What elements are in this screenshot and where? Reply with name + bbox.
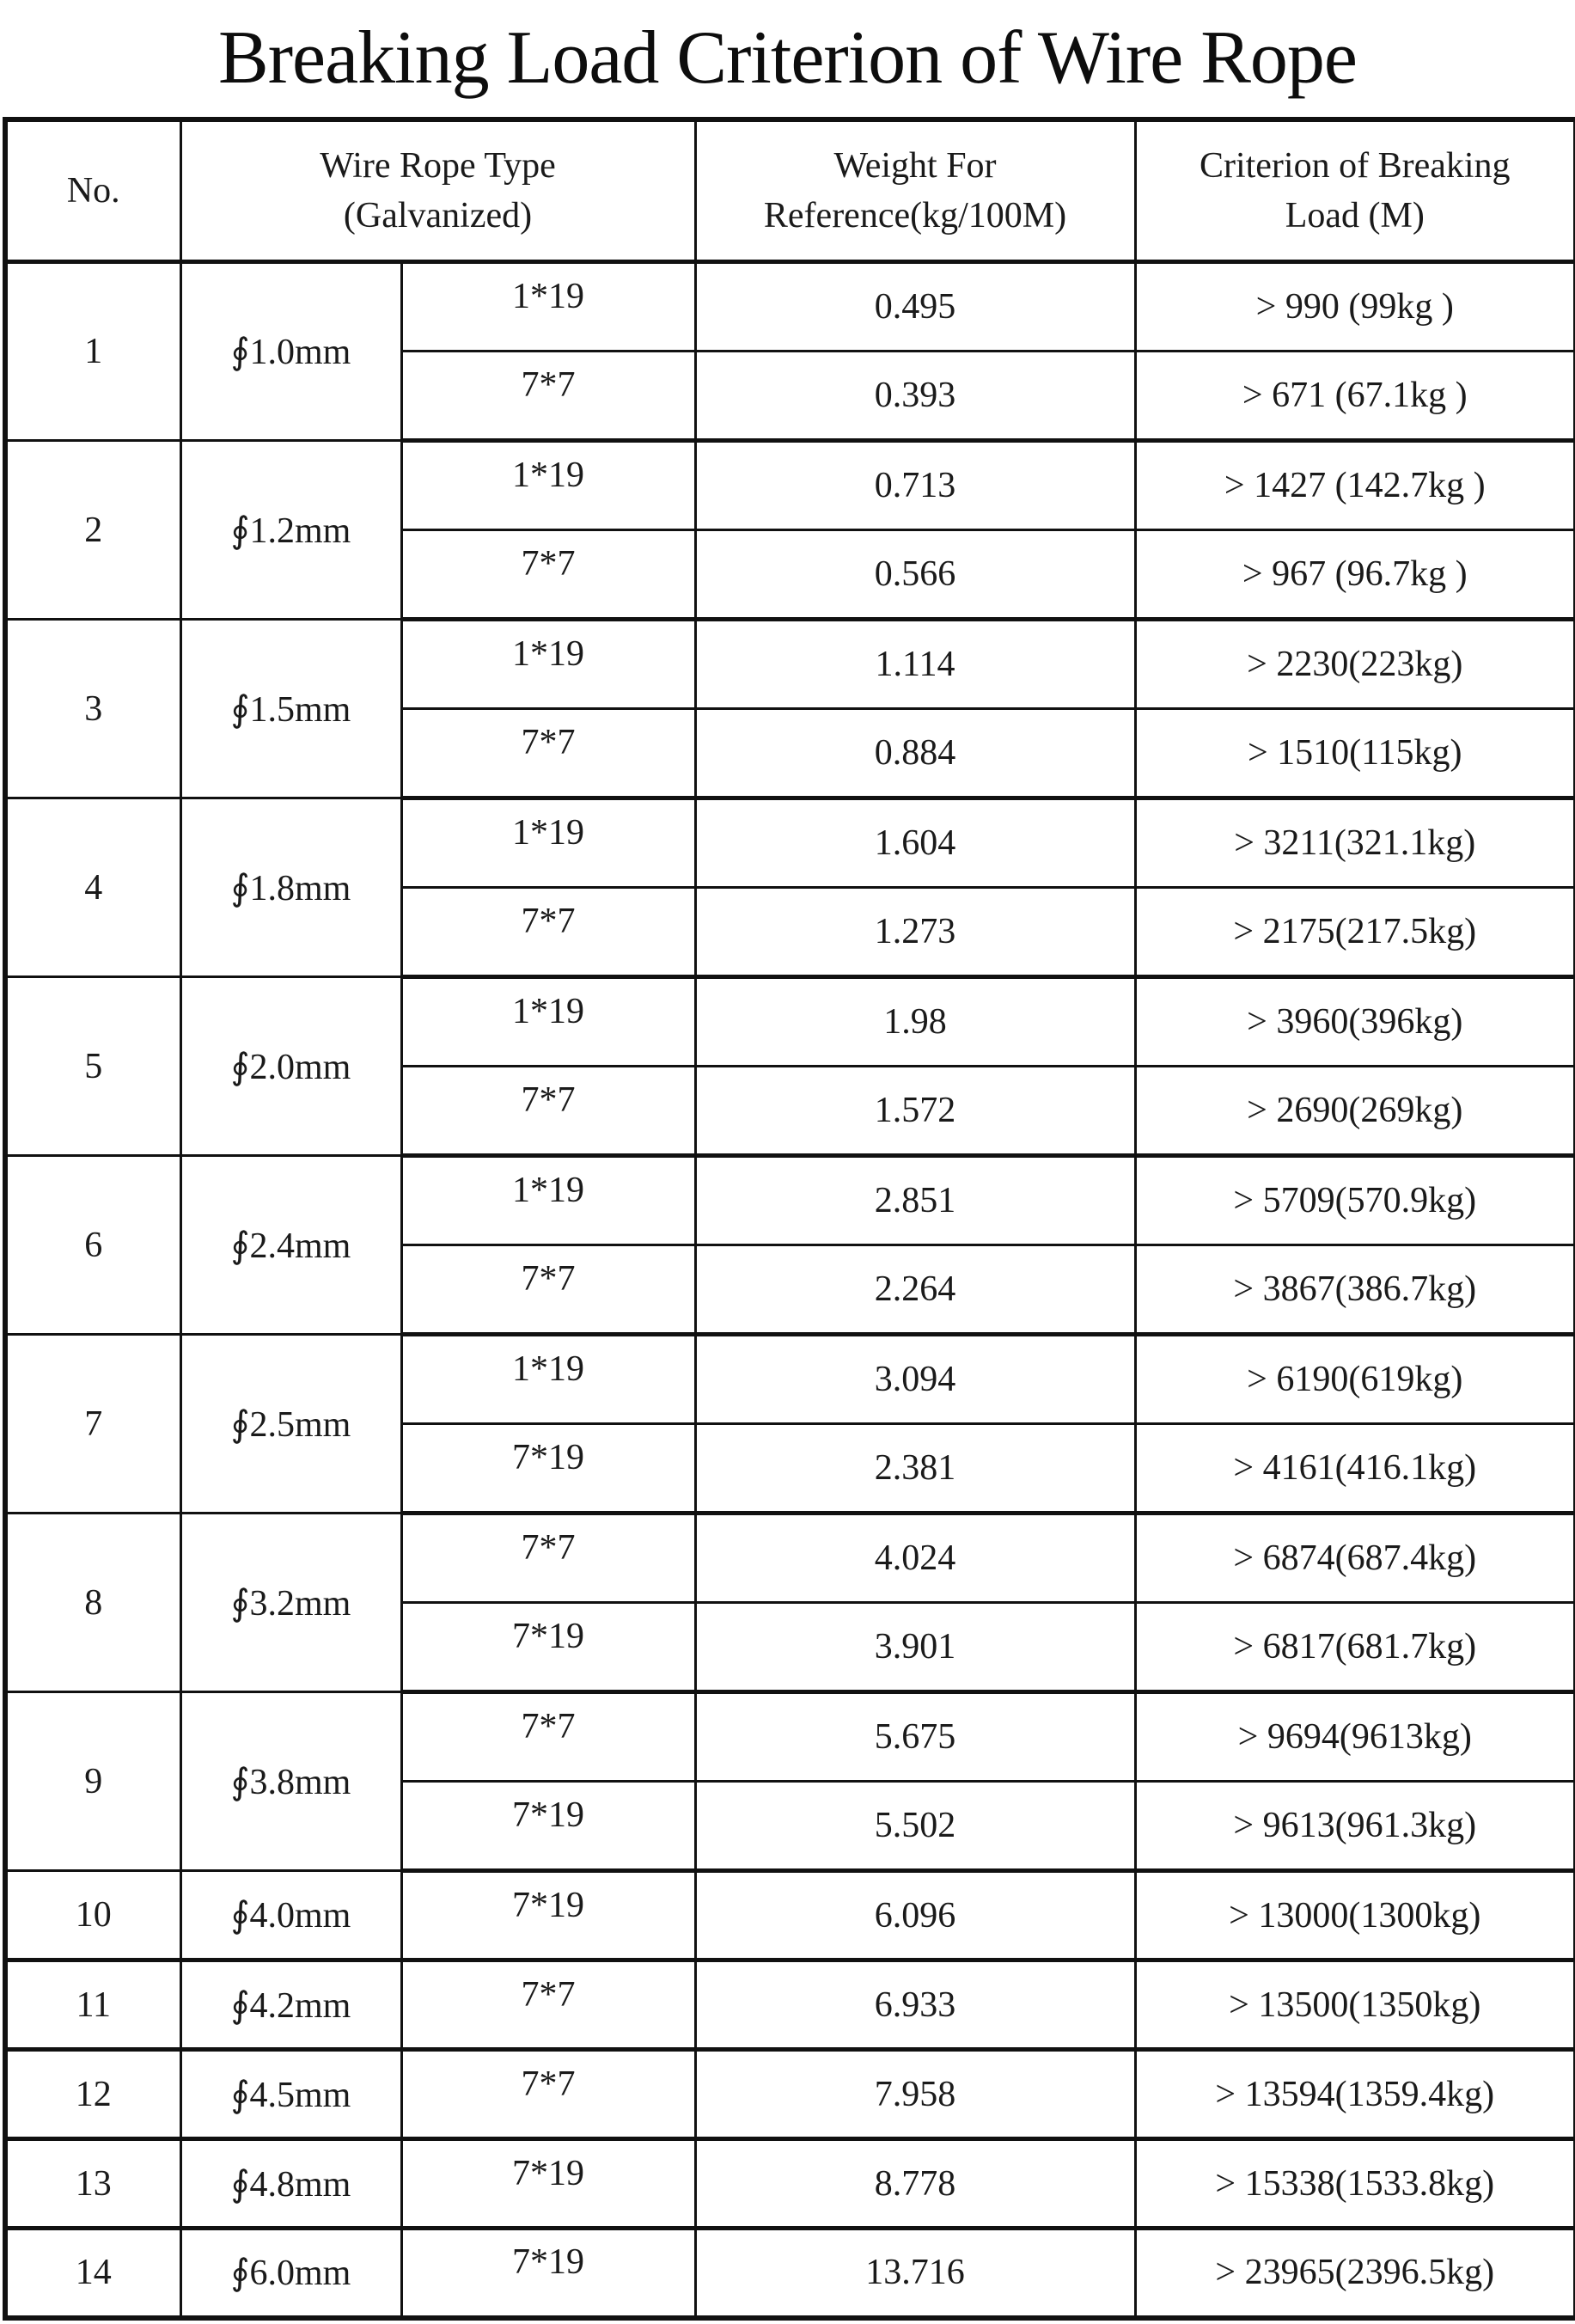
header-type-line2: (Galvanized): [343, 196, 533, 235]
rope-construction: [401, 977, 695, 1067]
breaking-load: > 5709(570.9kg): [1135, 1156, 1575, 1245]
rope-construction-label: 7*7: [521, 1528, 576, 1568]
rope-construction: [401, 1692, 695, 1782]
breaking-load: > 1427 (142.7kg ): [1135, 441, 1575, 530]
breaking-load: > 967 (96.7kg ): [1135, 530, 1575, 620]
table-row: [5, 977, 1575, 1067]
reference-weight: 2.851: [695, 1156, 1135, 1245]
breaking-load: > 3211(321.1kg): [1135, 798, 1575, 888]
table-row: [5, 2139, 1575, 2229]
breaking-load: > 3867(386.7kg): [1135, 1245, 1575, 1335]
rope-construction-label: 7*7: [521, 365, 576, 405]
reference-weight: 1.273: [695, 888, 1135, 977]
row-number: 6: [5, 1156, 180, 1335]
rope-construction: [401, 2229, 695, 2318]
reference-weight: 3.094: [695, 1335, 1135, 1424]
table-row: [5, 1960, 1575, 2050]
rope-diameter: ∮2.0mm: [180, 977, 401, 1156]
breaking-load: > 990 (99kg ): [1135, 262, 1575, 352]
table-row: [5, 1335, 1575, 1424]
rope-construction: [401, 709, 695, 798]
rope-construction-label: 7*7: [521, 2064, 576, 2104]
table-row: [5, 262, 1575, 352]
row-number: 12: [5, 2050, 180, 2139]
row-number: 4: [5, 798, 180, 977]
breaking-load-table: [3, 117, 1575, 2321]
row-number: 11: [5, 1960, 180, 2050]
breaking-load: > 9613(961.3kg): [1135, 1782, 1575, 1871]
rope-construction-label: 7*7: [521, 1080, 576, 1120]
header-weight-line1: Weight For: [833, 146, 997, 186]
reference-weight: 6.096: [695, 1871, 1135, 1960]
table-body: [5, 262, 1575, 2318]
table-row: [5, 1692, 1575, 1782]
reference-weight: 4.024: [695, 1514, 1135, 1603]
reference-weight: 0.495: [695, 262, 1135, 352]
rope-construction: [401, 1514, 695, 1603]
rope-construction: [401, 798, 695, 888]
header-wire-rope-type: [180, 119, 695, 262]
reference-weight: 13.716: [695, 2229, 1135, 2318]
reference-weight: 0.566: [695, 530, 1135, 620]
breaking-load: > 2175(217.5kg): [1135, 888, 1575, 977]
rope-construction: [401, 530, 695, 620]
rope-diameter: ∮1.8mm: [180, 798, 401, 977]
breaking-load: > 23965(2396.5kg): [1135, 2229, 1575, 2318]
rope-diameter: ∮1.2mm: [180, 441, 401, 620]
reference-weight: 5.502: [695, 1782, 1135, 1871]
header-row: [5, 119, 1575, 262]
rope-construction: [401, 620, 695, 709]
rope-construction: [401, 2139, 695, 2229]
row-number: 10: [5, 1871, 180, 1960]
breaking-load: > 1510(115kg): [1135, 709, 1575, 798]
rope-construction-label: 1*19: [512, 1349, 584, 1389]
reference-weight: 6.933: [695, 1960, 1135, 2050]
breaking-load: > 6190(619kg): [1135, 1335, 1575, 1424]
row-number: 5: [5, 977, 180, 1156]
header-weight: [695, 119, 1135, 262]
row-number: 14: [5, 2229, 180, 2318]
table-row: [5, 1871, 1575, 1960]
header-type-line1: Wire Rope Type: [320, 146, 556, 186]
reference-weight: 1.572: [695, 1067, 1135, 1156]
rope-diameter: ∮1.0mm: [180, 262, 401, 441]
rope-construction-label: 7*7: [521, 1707, 576, 1746]
rope-construction: [401, 441, 695, 530]
reference-weight: 2.381: [695, 1424, 1135, 1514]
header-weight-line2: Reference(kg/100M): [763, 196, 1067, 235]
table-row: [5, 1156, 1575, 1245]
rope-construction: [401, 1960, 695, 2050]
rope-construction-label: 7*19: [512, 1795, 584, 1835]
rope-diameter: ∮4.8mm: [180, 2139, 401, 2229]
rope-construction-label: 7*19: [512, 1885, 584, 1925]
rope-construction-label: 7*7: [521, 902, 576, 941]
header-no: [5, 119, 180, 262]
breaking-load: > 6874(687.4kg): [1135, 1514, 1575, 1603]
rope-construction-label: 7*19: [512, 1617, 584, 1656]
breaking-load: > 4161(416.1kg): [1135, 1424, 1575, 1514]
rope-diameter: ∮6.0mm: [180, 2229, 401, 2318]
reference-weight: 8.778: [695, 2139, 1135, 2229]
header-criterion: [1135, 119, 1575, 262]
rope-diameter: ∮4.0mm: [180, 1871, 401, 1960]
rope-diameter: ∮2.4mm: [180, 1156, 401, 1335]
header-criterion-line2: Load (M): [1285, 196, 1425, 235]
rope-construction-label: 7*7: [521, 1259, 576, 1299]
rope-diameter: ∮4.5mm: [180, 2050, 401, 2139]
rope-construction: [401, 1156, 695, 1245]
rope-construction: [401, 1067, 695, 1156]
row-number: 8: [5, 1514, 180, 1692]
breaking-load: > 671 (67.1kg ): [1135, 352, 1575, 441]
rope-construction: [401, 1424, 695, 1514]
header-no-label: No.: [66, 171, 120, 211]
rope-construction: [401, 262, 695, 352]
rope-construction-label: 7*7: [521, 723, 576, 762]
rope-diameter: ∮3.8mm: [180, 1692, 401, 1871]
row-number: 3: [5, 620, 180, 798]
table-row: [5, 2229, 1575, 2318]
rope-construction-label: 7*7: [521, 1974, 576, 2015]
row-number: 9: [5, 1692, 180, 1871]
rope-construction: [401, 1335, 695, 1424]
rope-diameter: ∮1.5mm: [180, 620, 401, 798]
breaking-load: > 6817(681.7kg): [1135, 1603, 1575, 1692]
row-number: 7: [5, 1335, 180, 1514]
row-number: 13: [5, 2139, 180, 2229]
reference-weight: 1.114: [695, 620, 1135, 709]
rope-construction: [401, 1871, 695, 1960]
reference-weight: 1.604: [695, 798, 1135, 888]
breaking-load: > 2690(269kg): [1135, 1067, 1575, 1156]
row-number: 2: [5, 441, 180, 620]
rope-construction: [401, 352, 695, 441]
breaking-load: > 2230(223kg): [1135, 620, 1575, 709]
rope-diameter: ∮3.2mm: [180, 1514, 401, 1692]
reference-weight: 5.675: [695, 1692, 1135, 1782]
rope-construction-label: 7*19: [512, 1438, 584, 1477]
reference-weight: 2.264: [695, 1245, 1135, 1335]
rope-diameter: ∮2.5mm: [180, 1335, 401, 1514]
rope-construction: [401, 888, 695, 977]
table-row: [5, 1514, 1575, 1603]
rope-construction-label: 7*7: [521, 544, 576, 584]
breaking-load: > 9694(9613kg): [1135, 1692, 1575, 1782]
table-row: [5, 441, 1575, 530]
table-row: [5, 2050, 1575, 2139]
header-criterion-line1: Criterion of Breaking: [1199, 146, 1511, 186]
rope-construction-label: 1*19: [512, 277, 584, 316]
breaking-load: > 3960(396kg): [1135, 977, 1575, 1067]
breaking-load: > 13594(1359.4kg): [1135, 2050, 1575, 2139]
rope-construction: [401, 1603, 695, 1692]
rope-construction-label: 7*19: [512, 2153, 584, 2193]
reference-weight: 0.393: [695, 352, 1135, 441]
breaking-load: > 13500(1350kg): [1135, 1960, 1575, 2050]
reference-weight: 7.958: [695, 2050, 1135, 2139]
rope-construction-label: 1*19: [512, 456, 584, 495]
breaking-load: > 15338(1533.8kg): [1135, 2139, 1575, 2229]
reference-weight: 3.901: [695, 1603, 1135, 1692]
rope-construction: [401, 1245, 695, 1335]
breaking-load: > 13000(1300kg): [1135, 1871, 1575, 1960]
rope-construction-label: 1*19: [512, 813, 584, 853]
page-title: Breaking Load Criterion of Wire Rope: [218, 16, 1357, 100]
rope-construction: [401, 1782, 695, 1871]
rope-construction-label: 1*19: [512, 634, 584, 674]
table-row: [5, 798, 1575, 888]
row-number: 1: [5, 262, 180, 441]
reference-weight: 0.713: [695, 441, 1135, 530]
rope-construction: [401, 2050, 695, 2139]
table-row: [5, 620, 1575, 709]
rope-construction-label: 1*19: [512, 1171, 584, 1210]
rope-construction-label: 1*19: [512, 992, 584, 1031]
rope-diameter: ∮4.2mm: [180, 1960, 401, 2050]
reference-weight: 1.98: [695, 977, 1135, 1067]
reference-weight: 0.884: [695, 709, 1135, 798]
rope-construction-label: 7*19: [512, 2242, 584, 2283]
